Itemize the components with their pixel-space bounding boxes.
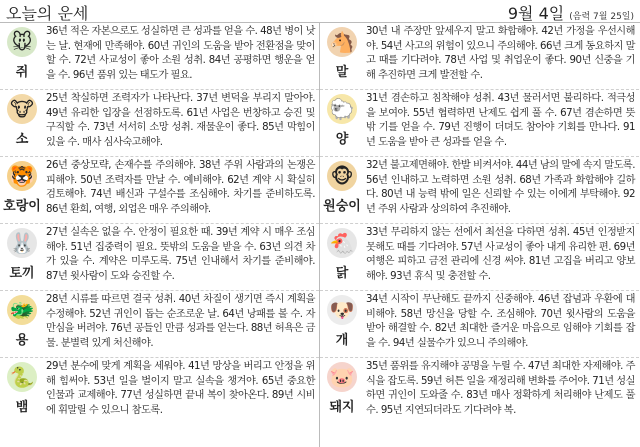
fortune-text: 36년 적은 자본으로도 성실하면 큰 성과를 얻을 수. 48년 병이 낫는 날. 현재에 만족해야. 60년 귀인의 도움을 받아 전환점을 맞이할 수. 72년 사교성이 좋아 소원 성취. 84년 공평하면 행운을 얻을 수. 96년 품위 있는 태도가 필요. (46, 26, 315, 81)
zodiac-animal (0, 358, 44, 424)
zodiac-animal (320, 224, 364, 290)
fortune-entry (0, 291, 319, 358)
zodiac-icon: 🐶 (327, 295, 357, 325)
zodiac-name: 원숭이 (323, 199, 361, 214)
zodiac-animal (0, 291, 44, 357)
fortune-entry (320, 291, 639, 358)
fortune-entry (0, 23, 319, 90)
zodiac-animal (320, 23, 364, 89)
zodiac-name: 쥐 (15, 65, 29, 80)
lunar-date: (음력 7월 25일) (569, 12, 634, 22)
fortune-text: 32년 불고제면해야. 한발 비켜서야. 44년 남의 말에 속지 말도록. 56년 인내하고 노력하면 소원 성취. 68년 가족과 화합해야 길하다. 80년 내 능력 밖에 일은 신뢰할 수 있는 이에게 부탁해야. 92년 주위 사람과 상의하여 추진해야. (366, 160, 635, 215)
fortune-text: 35년 품위를 유지해야 공명을 누릴 수. 47년 최대한 자제해야. 주식을 잡도록. 59년 허튼 일을 재정리해 변화를 주어야. 71년 성실하면 귀인이 도와줄 수. 83년 매사 정확하게 처리해야 난제도 풀 수. 95년 지연되더라도 기다려야 복. (366, 361, 635, 416)
page-header (0, 0, 640, 23)
fortune-text: 27년 실속은 없을 수. 안정이 필요한 때. 39년 계약 시 매우 조심해야. 51년 집중력이 필요. 뜻밖의 도움을 받을 수. 63년 의견 차가 있을 수. 계약은 미루도록. 75년 인내해서 차기를 준비해야. 87년 윗사람이 도와 승진할 수. (46, 227, 315, 282)
zodiac-animal (320, 291, 364, 357)
zodiac-animal (320, 157, 364, 223)
fortune-text: 26년 중상모략, 손재수를 주의해야. 38년 주위 사람과의 논쟁은 피해야. 50년 조력자를 만날 수. 예비해야. 62년 계약 시 확실히 검토해야. 74년 배신과 구설수를 조심해야. 차기를 준비하도록. 86년 환희, 여행, 외업은 매우 주의해야. (46, 160, 315, 215)
zodiac-animal (320, 358, 364, 424)
fortune-entry (0, 358, 319, 424)
zodiac-name: 호랑이 (3, 199, 41, 214)
zodiac-animal (0, 224, 44, 290)
zodiac-icon: 🐯 (7, 161, 37, 191)
zodiac-icon: 🐵 (327, 161, 357, 191)
zodiac-name: 소 (15, 132, 29, 147)
zodiac-name: 돼지 (329, 400, 355, 415)
fortune-text: 31년 겸손하고 침착해야 성취. 43년 물러서면 불리하다. 적극성을 보여야. 55년 협력하면 난제도 쉽게 풀 수. 67년 겸손하면 뜻밖 기를 얻을 수. 79년 진행이 더뎌도 참아야 기회를 만나다. 91년 도움을 받아 큰 성과를 얻을 수. (366, 93, 635, 148)
zodiac-animal (0, 157, 44, 223)
fortune-entry (320, 358, 639, 424)
zodiac-name: 양 (335, 132, 349, 147)
fortune-text: 28년 시류를 따르면 결국 성취. 40년 차질이 생기면 즉시 계획을 수정해야. 52년 귀인이 돕는 순조로운 날. 64년 낭패를 볼 수. 자만심을 버려야. 76년 공들인 만큼 성과를 얻는다. 88년 허욕은 금물. 분별력 있게 처신해야. (46, 294, 315, 349)
zodiac-animal (0, 23, 44, 89)
fortune-entry (320, 224, 639, 291)
solar-date: 9월 4일 (507, 4, 565, 23)
zodiac-name: 뱀 (15, 400, 29, 415)
zodiac-icon: 🐮 (7, 94, 37, 124)
fortune-entry (320, 157, 639, 224)
zodiac-icon: 🐔 (327, 228, 357, 258)
page-title: 오늘의 운세 (6, 4, 89, 23)
zodiac-animal (0, 90, 44, 156)
fortune-entry (0, 157, 319, 224)
fortune-text: 25년 착실하면 조력자가 나타난다. 37년 변덕을 부리지 말아야. 49년 유리한 입장을 선점하도록. 61년 사업은 번창하고 승진 및 구직할 수. 73년 서서히 소망 성취. 재물운이 좋다. 85년 막힘이 있을 수. 매사 심사숙고해야. (46, 93, 315, 148)
fortune-entry (0, 90, 319, 157)
zodiac-name: 용 (15, 333, 29, 348)
zodiac-icon: 🐍 (7, 362, 37, 392)
zodiac-name: 개 (335, 333, 349, 348)
fortune-entry (320, 90, 639, 157)
fortune-entry (0, 224, 319, 291)
fortune-text: 30년 내 주장만 앞세우지 말고 화합해야. 42년 가정을 우선시해야. 54년 사고의 위험이 있으니 주의해야. 66년 크게 동요하지 말고 때를 기다려야. 78년 사업 및 취업운이 좋다. 90년 신중을 기해 추진하면 크게 발전할 수. (366, 26, 635, 81)
zodiac-animal (320, 90, 364, 156)
zodiac-icon: 🐲 (7, 295, 37, 325)
zodiac-icon: 🐴 (327, 27, 357, 57)
fortune-text: 29년 분수에 맞게 계획을 세워야. 41년 망상을 버리고 안정을 위해 힘써야. 53년 일을 벌이지 말고 실속을 챙겨야. 65년 중요한 인물과 교제해야. 77년 성실하면 끝내 복이 찾아온다. 89년 시비에 휘말릴 수 있으니 참도록. (46, 361, 315, 416)
fortune-text: 33년 무리하지 않는 선에서 최선을 다하면 성취. 45년 인정받지 못해도 때를 기다려야. 57년 사교성이 좋아 내게 유리한 편. 69년 여행은 피하고 금전 관리에 신경 써야. 81년 고집을 버리고 양보해야. 93년 휴식 및 충전할 수. (366, 227, 635, 282)
right-column (320, 23, 639, 447)
zodiac-name: 토끼 (9, 266, 35, 281)
date-line (508, 1, 634, 24)
zodiac-name: 닭 (335, 266, 349, 281)
fortune-text: 34년 시작이 무난해도 끝까지 신중해야. 46년 잡념과 우환에 대비해야. 58년 망신을 당할 수. 조심해야. 70년 윗사람의 도움을 받아 해결할 수. 82년 최대한 즐거운 마음으로 임해야 기회를 잡을 수. 94년 실물수가 있으니 주의해야. (366, 294, 635, 349)
left-column (0, 23, 320, 447)
zodiac-icon: 🐰 (7, 228, 37, 258)
zodiac-icon: 🐭 (7, 27, 37, 57)
zodiac-name: 말 (335, 65, 349, 80)
zodiac-icon: 🐷 (327, 362, 357, 392)
zodiac-icon: 🐑 (327, 94, 357, 124)
fortune-entry (320, 23, 639, 90)
fortune-columns (0, 23, 640, 447)
